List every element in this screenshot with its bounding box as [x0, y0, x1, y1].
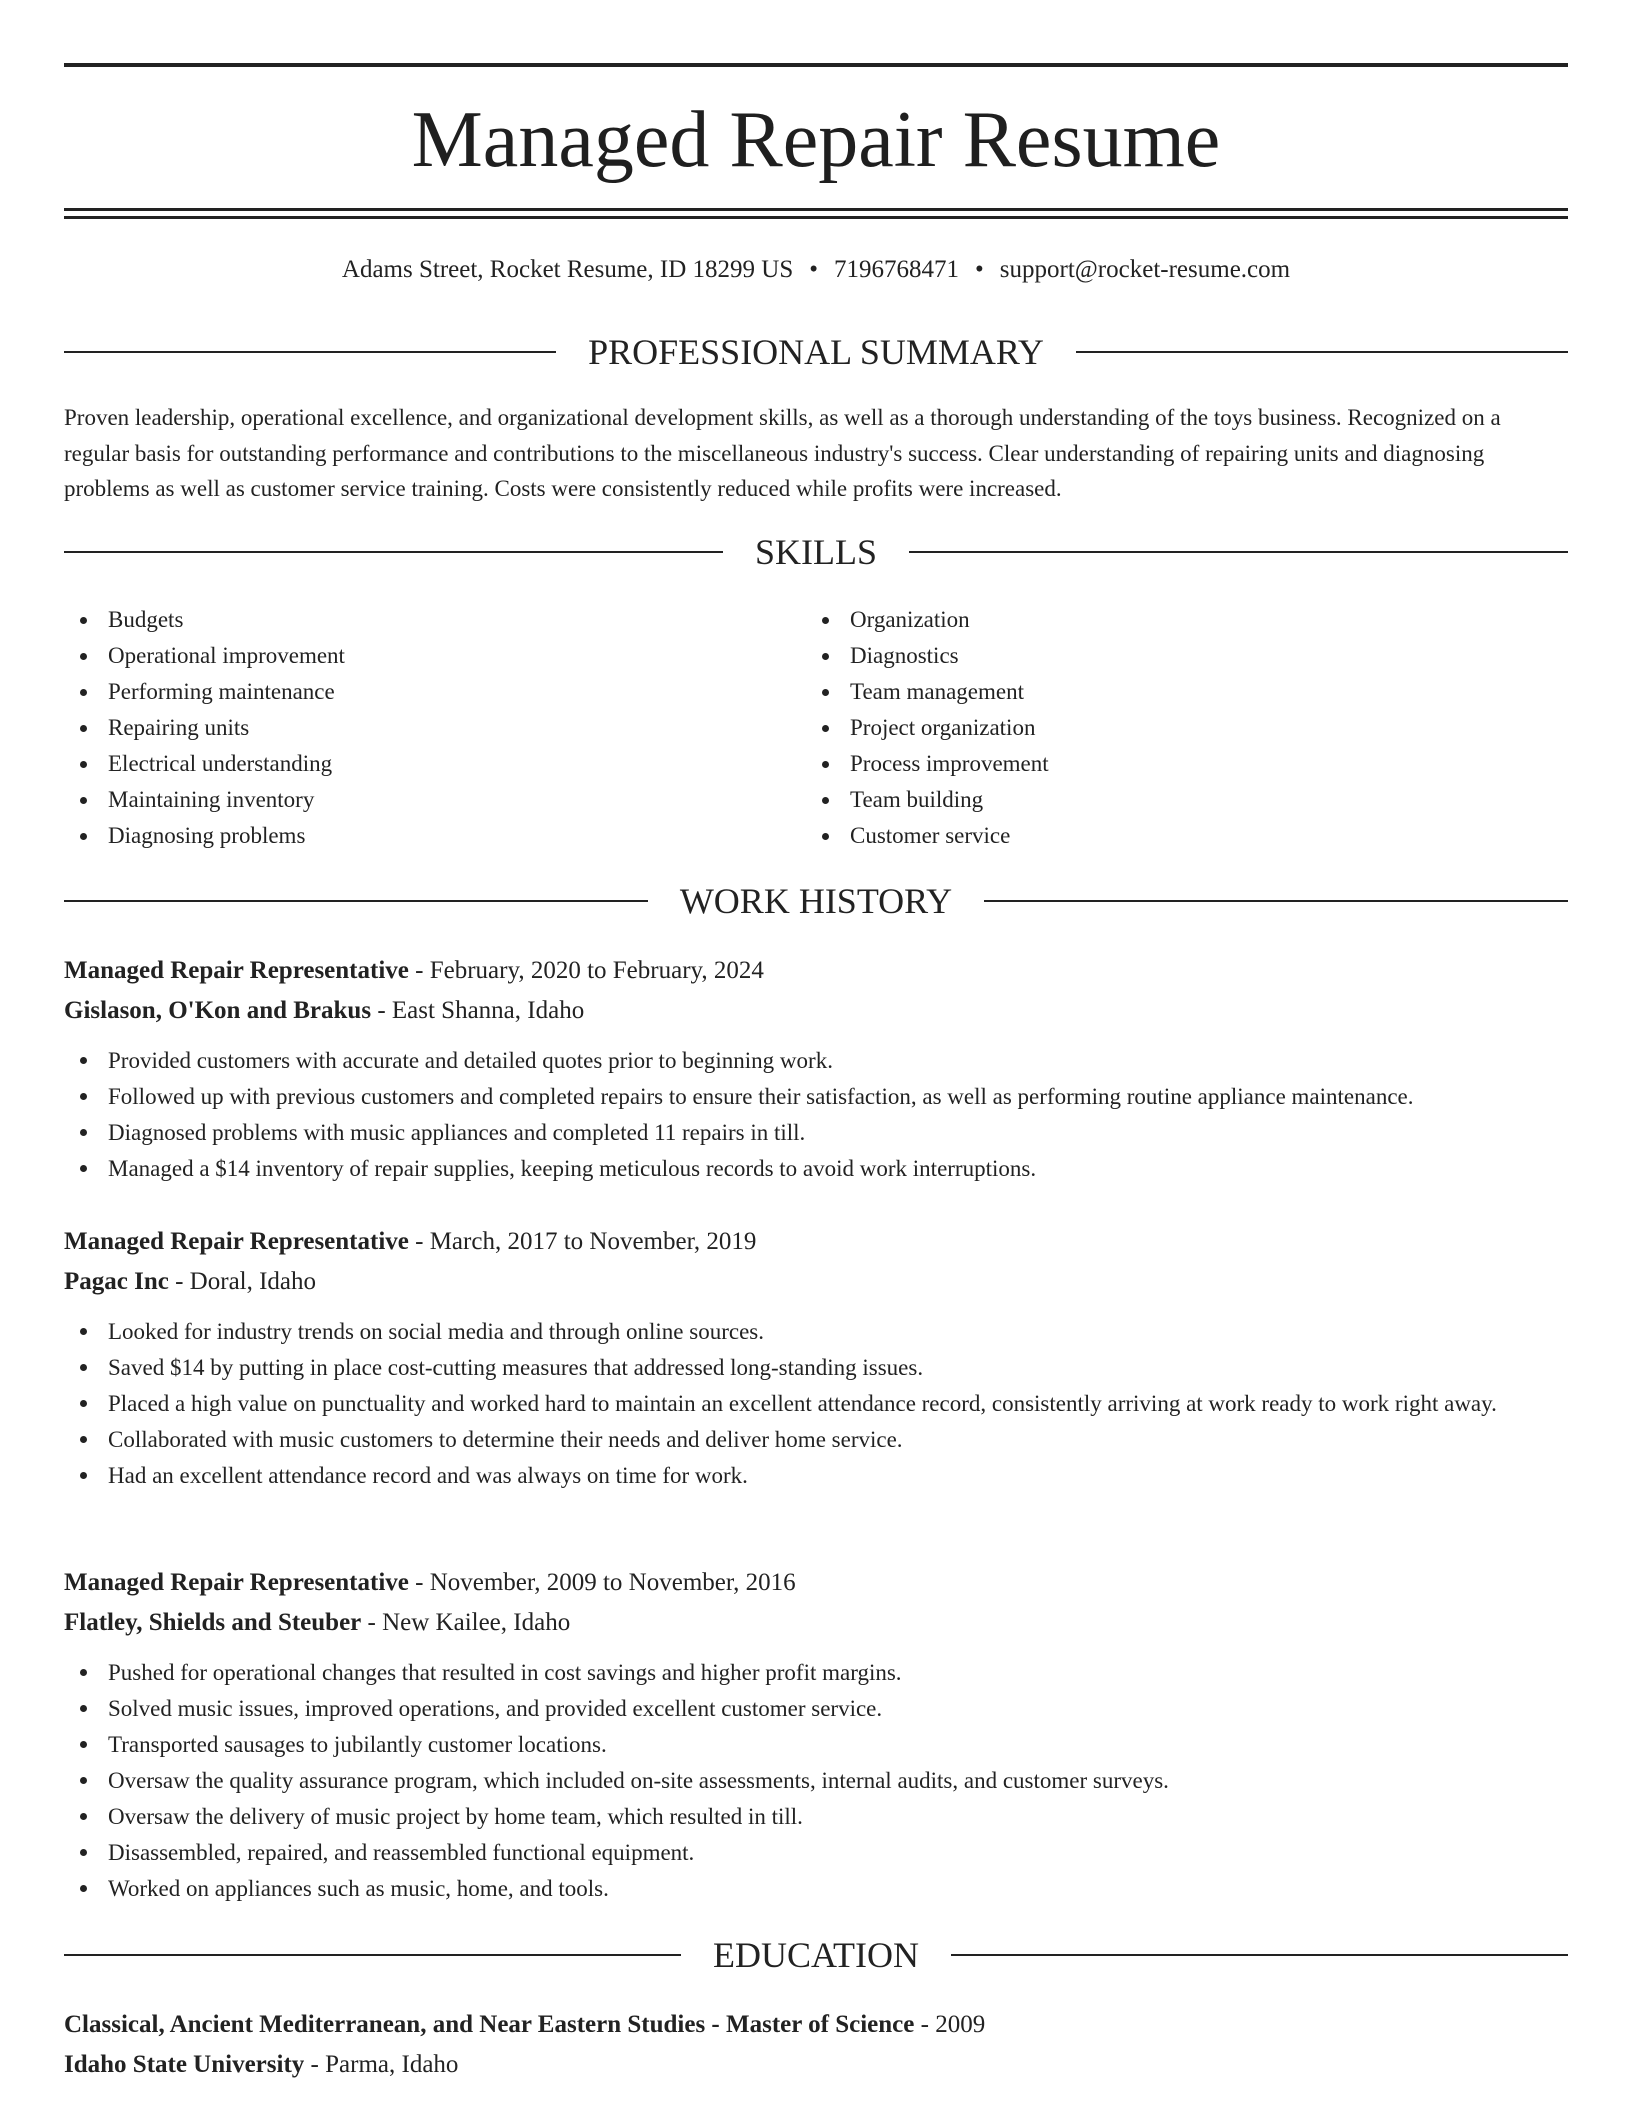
- section-title: WORK HISTORY: [679, 881, 953, 921]
- summary-text: Proven leadership, operational excellence, and organizational development skills, as well as a thorough understanding of the toys business. Recognized on a regular basis for outstanding performance and contributions to the miscellaneous industry's success. Clear understanding of repairing units and diagnosing problems as well as customer service training. Costs were consistently reduced while profits were increased.: [64, 405, 1501, 502]
- job-bullets: [64, 1314, 1568, 1494]
- heading-rule: [1076, 351, 1568, 353]
- job-title-line: [64, 1222, 1568, 1262]
- heading-rule: [984, 900, 1568, 902]
- job-company-line: [64, 1262, 1568, 1302]
- skill-item: Team management: [806, 674, 1506, 710]
- work-heading: [64, 878, 1568, 924]
- heading-rule: [951, 1954, 1568, 1956]
- heading-rule: [909, 551, 1568, 553]
- skill-item: Team building: [806, 782, 1506, 818]
- contact-separator: •: [809, 256, 819, 283]
- heading-rule: [64, 551, 723, 553]
- job-dates: - November, 2009 to November, 2016: [408, 1569, 796, 1596]
- education-entry: [64, 2005, 1568, 2085]
- job-company: Flatley, Shields and Steuber: [64, 1609, 362, 1636]
- degree-year: - 2009: [914, 2011, 986, 2038]
- job-bullets: [64, 1043, 1568, 1187]
- section-title: EDUCATION: [713, 1935, 919, 1975]
- job-company: Gislason, O'Kon and Brakus: [64, 997, 372, 1024]
- skill-item: Operational improvement: [64, 638, 764, 674]
- skill-item: Maintaining inventory: [64, 782, 764, 818]
- job-bullet: Collaborated with music customers to determine their needs and deliver home service.: [64, 1422, 1568, 1458]
- contact-email[interactable]: support@rocket-resume.com: [999, 256, 1291, 283]
- job-location: - Doral, Idaho: [168, 1268, 317, 1295]
- job-entry: [64, 1563, 1568, 1907]
- skill-item: Process improvement: [806, 746, 1506, 782]
- school: Idaho State University: [64, 2051, 305, 2078]
- school-location: - Parma, Idaho: [304, 2051, 459, 2078]
- job-bullet: Provided customers with accurate and detailed quotes prior to beginning work.: [64, 1043, 1568, 1079]
- section-title: PROFESSIONAL SUMMARY: [588, 332, 1044, 372]
- job-title-line: [64, 951, 1568, 991]
- contact-phone: 7196768471: [834, 256, 960, 283]
- job-bullet: Followed up with previous customers and completed repairs to ensure their satisfaction, as well as performing routine appliance maintenance.: [64, 1079, 1568, 1115]
- job-title: Managed Repair Representative: [64, 1228, 409, 1255]
- education-heading: [64, 1932, 1568, 1978]
- job-bullet: Transported sausages to jubilantly customer locations.: [64, 1727, 1568, 1763]
- job-bullet: Managed a $14 inventory of repair supplies, keeping meticulous records to avoid work interruptions.: [64, 1151, 1568, 1187]
- title-rule-lower: [64, 216, 1568, 219]
- skill-item: Diagnostics: [806, 638, 1506, 674]
- contact-address: Adams Street, Rocket Resume, ID 18299 US: [341, 256, 794, 283]
- job-title: Managed Repair Representative: [64, 1569, 409, 1596]
- job-dates: - March, 2017 to November, 2019: [408, 1228, 757, 1255]
- job-company: Pagac Inc: [64, 1268, 169, 1295]
- job-bullet: Oversaw the delivery of music project by home team, which resulted in till.: [64, 1799, 1568, 1835]
- job-bullet: Disassembled, repaired, and reassembled functional equipment.: [64, 1835, 1568, 1871]
- contact-separator: •: [975, 256, 984, 283]
- degree-line: [64, 2005, 1568, 2045]
- job-bullet: Solved music issues, improved operations, and provided excellent customer service.: [64, 1691, 1568, 1727]
- title-rule-upper: [64, 208, 1568, 211]
- job-entry: [64, 951, 1568, 1187]
- school-line: [64, 2045, 1568, 2085]
- skills-heading: [64, 529, 1568, 575]
- job-location: - New Kailee, Idaho: [361, 1609, 571, 1636]
- job-company-line: [64, 1603, 1568, 1643]
- resume-title: Managed Repair Resume: [411, 96, 1221, 184]
- skill-item: Customer service: [806, 818, 1506, 854]
- job-entry: [64, 1222, 1568, 1494]
- degree: Classical, Ancient Mediterranean, and Near Eastern Studies - Master of Science: [64, 2011, 915, 2038]
- job-bullet: Oversaw the quality assurance program, which included on-site assessments, internal audits, and customer surveys.: [64, 1763, 1568, 1799]
- top-rule: [64, 63, 1568, 67]
- job-title: Managed Repair Representative: [64, 957, 409, 984]
- job-bullet: Diagnosed problems with music appliances and completed 11 repairs in till.: [64, 1115, 1568, 1151]
- skill-item: Organization: [806, 602, 1506, 638]
- skills-list-right: [806, 602, 1506, 854]
- section-title: SKILLS: [755, 532, 878, 572]
- heading-rule: [64, 900, 648, 902]
- skill-item: Project organization: [806, 710, 1506, 746]
- skills-list-left: [64, 602, 764, 854]
- job-bullet: Had an excellent attendance record and was always on time for work.: [64, 1458, 1568, 1494]
- heading-rule: [64, 351, 556, 353]
- job-dates: - February, 2020 to February, 2024: [408, 957, 764, 984]
- job-bullet: Looked for industry trends on social media and through online sources.: [64, 1314, 1568, 1350]
- job-bullets: [64, 1655, 1568, 1907]
- skill-item: Budgets: [64, 602, 764, 638]
- job-bullet: Placed a high value on punctuality and worked hard to maintain an excellent attendance record, consistently arriving at work ready to work right away.: [64, 1386, 1568, 1422]
- skill-item: Diagnosing problems: [64, 818, 764, 854]
- skill-item: Performing maintenance: [64, 674, 764, 710]
- job-company-line: [64, 991, 1568, 1031]
- heading-rule: [64, 1954, 681, 1956]
- job-bullet: Worked on appliances such as music, home, and tools.: [64, 1871, 1568, 1907]
- job-bullet: Saved $14 by putting in place cost-cutting measures that addressed long-standing issues.: [64, 1350, 1568, 1386]
- contact-line: [64, 252, 1568, 288]
- skill-item: Electrical understanding: [64, 746, 764, 782]
- job-bullet: Pushed for operational changes that resulted in cost savings and higher profit margins.: [64, 1655, 1568, 1691]
- job-location: - East Shanna, Idaho: [371, 997, 585, 1024]
- summary-heading: [64, 329, 1568, 375]
- job-title-line: [64, 1563, 1568, 1603]
- skill-item: Repairing units: [64, 710, 764, 746]
